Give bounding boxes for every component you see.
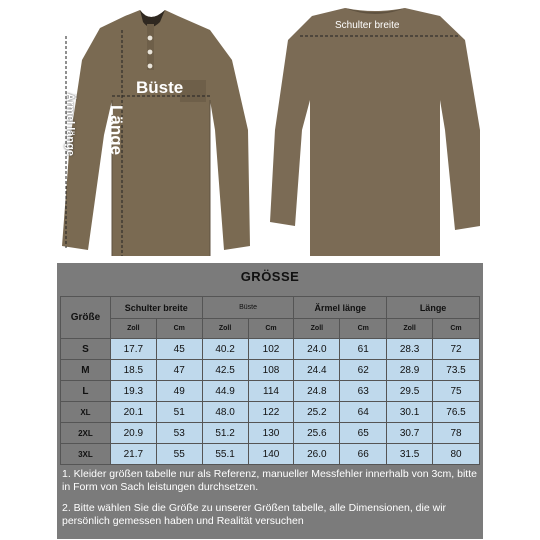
value-cell: 24.8: [294, 381, 340, 402]
value-cell: 51: [156, 402, 202, 423]
note-1: 1. Kleider größen tabelle nur als Referenz, manueller Messfehler innerhalb von 3cm, bitte in Form von Sach leistungen durchsetzen.: [62, 468, 477, 493]
value-cell: 19.3: [110, 381, 156, 402]
sleeve-length-label: Ärmel länge: [64, 93, 76, 156]
product-photo: [0, 0, 540, 262]
size-cell: 2XL: [61, 423, 111, 444]
value-cell: 130: [248, 423, 294, 444]
value-cell: 24.0: [294, 339, 340, 360]
value-cell: 49: [156, 381, 202, 402]
value-cell: 25.6: [294, 423, 340, 444]
shoulder-width-label: Schulter breite: [335, 20, 400, 31]
unit-header: Zoll: [294, 319, 340, 339]
value-cell: 44.9: [202, 381, 248, 402]
value-cell: 29.5: [387, 381, 433, 402]
value-cell: 26.0: [294, 444, 340, 465]
table-row: [61, 444, 480, 465]
value-cell: 30.1: [387, 402, 433, 423]
value-cell: 80: [433, 444, 480, 465]
value-cell: 24.4: [294, 360, 340, 381]
size-cell: M: [61, 360, 111, 381]
value-cell: 61: [340, 339, 387, 360]
length-label: Länge: [107, 105, 126, 156]
value-cell: 66: [340, 444, 387, 465]
group-header-row: [61, 297, 480, 319]
value-cell: 55: [156, 444, 202, 465]
shirt-illustration: [0, 0, 540, 262]
value-cell: 47: [156, 360, 202, 381]
value-cell: 140: [248, 444, 294, 465]
unit-header: Cm: [248, 319, 294, 339]
value-cell: 28.9: [387, 360, 433, 381]
unit-header: Zoll: [387, 319, 433, 339]
size-cell: 3XL: [61, 444, 111, 465]
group-header: Länge: [387, 297, 480, 319]
value-cell: 62: [340, 360, 387, 381]
group-header: Schulter breite: [110, 297, 202, 319]
value-cell: 45: [156, 339, 202, 360]
value-cell: 64: [340, 402, 387, 423]
table-row: [61, 381, 480, 402]
value-cell: 21.7: [110, 444, 156, 465]
value-cell: 17.7: [110, 339, 156, 360]
unit-header: Cm: [156, 319, 202, 339]
value-cell: 108: [248, 360, 294, 381]
table-row: [61, 339, 480, 360]
value-cell: 48.0: [202, 402, 248, 423]
unit-header: Zoll: [110, 319, 156, 339]
value-cell: 73.5: [433, 360, 480, 381]
unit-header: Cm: [433, 319, 480, 339]
unit-header: Cm: [340, 319, 387, 339]
unit-header: Zoll: [202, 319, 248, 339]
value-cell: 63: [340, 381, 387, 402]
value-cell: 31.5: [387, 444, 433, 465]
size-cell: XL: [61, 402, 111, 423]
value-cell: 42.5: [202, 360, 248, 381]
value-cell: 65: [340, 423, 387, 444]
size-chart-panel: [57, 263, 483, 539]
shirt-back: [270, 8, 480, 256]
value-cell: 72: [433, 339, 480, 360]
group-header: Ärmel länge: [294, 297, 387, 319]
value-cell: 53: [156, 423, 202, 444]
value-cell: 78: [433, 423, 480, 444]
value-cell: 114: [248, 381, 294, 402]
table-row: [61, 423, 480, 444]
size-cell: L: [61, 381, 111, 402]
table-row: [61, 402, 480, 423]
value-cell: 18.5: [110, 360, 156, 381]
value-cell: 20.1: [110, 402, 156, 423]
value-cell: 76.5: [433, 402, 480, 423]
value-cell: 30.7: [387, 423, 433, 444]
value-cell: 20.9: [110, 423, 156, 444]
note-2: 2. Bitte wählen Sie die Größe zu unserer Größen tabelle, alle Dimensionen, die wir persönlich gemessen haben und Realität versuchen: [62, 502, 447, 527]
size-cell: S: [61, 339, 111, 360]
size-chart-title: GRÖSSE: [240, 269, 300, 284]
value-cell: 122: [248, 402, 294, 423]
unit-header-row: [61, 319, 480, 339]
value-cell: 102: [248, 339, 294, 360]
table-row: [61, 360, 480, 381]
group-header: Büste: [202, 297, 294, 319]
shirt-front: [62, 10, 250, 256]
value-cell: 51.2: [202, 423, 248, 444]
size-table: [60, 296, 480, 465]
value-cell: 75: [433, 381, 480, 402]
bust-label: Büste: [136, 78, 184, 97]
notes: [62, 468, 480, 536]
size-header: Größe: [61, 297, 111, 339]
value-cell: 55.1: [202, 444, 248, 465]
value-cell: 28.3: [387, 339, 433, 360]
value-cell: 25.2: [294, 402, 340, 423]
value-cell: 40.2: [202, 339, 248, 360]
